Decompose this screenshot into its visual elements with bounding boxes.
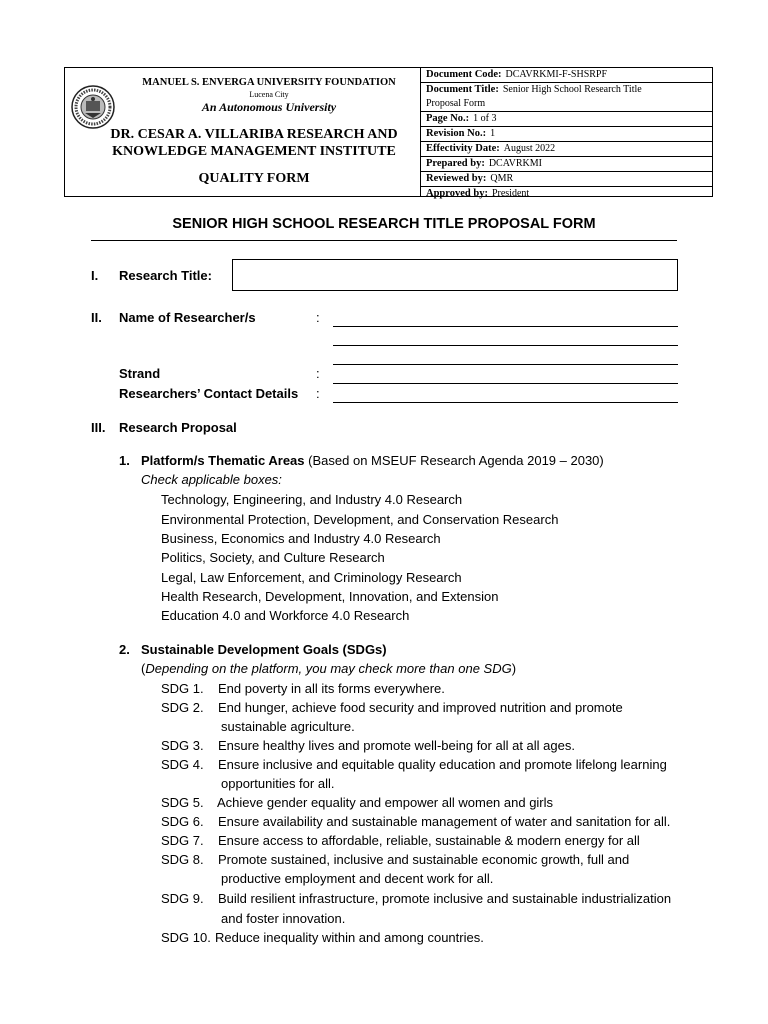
platform-option[interactable]: Environmental Protection, Development, and Conservation Research: [161, 512, 559, 527]
sdg-text: Ensure access to affordable, reliable, sustainable & modern energy for all: [218, 833, 640, 848]
meta-label: Approved by:: [426, 188, 488, 199]
meta-label: Document Title:: [426, 84, 499, 95]
institute-name: [95, 126, 413, 160]
meta-value: 1: [490, 128, 496, 139]
sdg-text-continuation: productive employment and decent work for all.: [221, 871, 494, 886]
meta-row: [420, 127, 712, 142]
meta-value: DCAVRKMI: [488, 158, 542, 169]
sdg-item[interactable]: [161, 852, 630, 867]
sdg-text: Ensure inclusive and equitable quality education and promote lifelong learning: [218, 757, 667, 772]
meta-label: Prepared by:: [426, 158, 485, 169]
title-divider: [91, 240, 677, 241]
form-title: SENIOR HIGH SCHOOL RESEARCH TITLE PROPOSAL FORM: [172, 216, 596, 232]
document-header: [64, 67, 713, 197]
sdg-item[interactable]: [161, 795, 554, 810]
sdg-code: SDG 8.: [161, 852, 204, 867]
meta-value: Senior High School Research Title: [502, 84, 642, 95]
sdg-item[interactable]: [161, 681, 445, 696]
meta-label: Page No.:: [426, 113, 470, 124]
institute-name-line-2: KNOWLEDGE MANAGEMENT INSTITUTE: [112, 144, 396, 159]
researcher-name-line-1[interactable]: [333, 326, 678, 327]
thematic-areas-label: Platform/s Thematic Areas: [141, 453, 305, 468]
sdg-text: Promote sustained, inclusive and sustainable economic growth, full and: [218, 852, 630, 867]
meta-value: QMR: [490, 173, 514, 184]
platform-option[interactable]: Legal, Law Enforcement, and Criminology Research: [161, 570, 462, 585]
platform-option[interactable]: Education 4.0 and Workforce 4.0 Research: [161, 608, 410, 623]
meta-value: 1 of 3: [473, 113, 497, 124]
meta-row: [420, 157, 712, 172]
section-3-number: III.: [91, 420, 106, 435]
meta-label: Reviewed by:: [426, 173, 487, 184]
document-metadata-table: [420, 68, 712, 201]
research-title-input[interactable]: [232, 259, 678, 291]
researcher-name-line-3[interactable]: [333, 364, 678, 365]
thematic-areas-note: (Based on MSEUF Research Agenda 2019 – 2030): [308, 453, 604, 468]
colon: :: [316, 310, 320, 325]
sdg-text-continuation: opportunities for all.: [221, 776, 335, 791]
researcher-name-line-2[interactable]: [333, 345, 678, 346]
institution-block: [65, 68, 421, 196]
meta-row: [420, 142, 712, 157]
item-1-number: 1.: [119, 453, 130, 468]
section-2-number: II.: [91, 310, 102, 325]
meta-label: Document Code:: [426, 69, 502, 80]
sdg-item[interactable]: [161, 814, 671, 829]
section-1-number: I.: [91, 268, 99, 283]
sdg-text: Reduce inequality within and among countries.: [215, 930, 484, 945]
institute-name-line-1: DR. CESAR A. VILLARIBA RESEARCH AND: [110, 127, 398, 142]
sdg-text: Build resilient infrastructure, promote inclusive and sustainable industrialization: [218, 891, 672, 906]
sdg-text: End hunger, achieve food security and improved nutrition and promote: [218, 700, 623, 715]
meta-value: President: [491, 188, 530, 199]
sdg-item[interactable]: [161, 757, 667, 772]
meta-value: Proposal Form: [426, 98, 486, 109]
meta-row: [420, 97, 712, 112]
meta-row: [420, 112, 712, 127]
item-2-number: 2.: [119, 642, 130, 657]
sdg-item[interactable]: [161, 891, 672, 906]
meta-value: August 2022: [503, 143, 556, 154]
strand-input-line[interactable]: [333, 383, 678, 384]
sdg-text: End poverty in all its forms everywhere.: [218, 681, 445, 696]
sdg-item[interactable]: [161, 833, 640, 848]
sdg-note-text: Depending on the platform, you may check more than one SDG: [145, 661, 512, 676]
sdg-text: Ensure availability and sustainable management of water and sanitation for all.: [218, 814, 671, 829]
meta-label: Effectivity Date:: [426, 143, 500, 154]
sdg-text: Ensure healthy lives and promote well-being for all at all ages.: [218, 738, 575, 753]
sdg-heading: Sustainable Development Goals (SDGs): [141, 642, 387, 657]
colon: :: [316, 386, 320, 401]
meta-value: DCAVRKMI-F-SHSRPF: [505, 69, 608, 80]
strand-label: Strand: [119, 366, 161, 381]
sdg-code: SDG 4.: [161, 757, 204, 772]
sdg-code: SDG 10.: [161, 930, 211, 945]
sdg-code: SDG 2.: [161, 700, 204, 715]
platform-option[interactable]: Politics, Society, and Culture Research: [161, 550, 385, 565]
university-city: Lucena City: [249, 90, 289, 99]
contact-details-input-line[interactable]: [333, 402, 678, 403]
sdg-text-continuation: and foster innovation.: [221, 911, 346, 926]
platform-option[interactable]: Health Research, Development, Innovation, and Extension: [161, 589, 499, 604]
sdg-code: SDG 6.: [161, 814, 204, 829]
meta-row: [420, 83, 712, 98]
meta-row: [420, 172, 712, 187]
sdg-note: [141, 661, 516, 676]
paren-open: (: [141, 661, 146, 676]
meta-label: Revision No.:: [426, 128, 487, 139]
research-title-label: Research Title:: [119, 268, 212, 283]
sdg-code: SDG 9.: [161, 891, 204, 906]
form-type-label: QUALITY FORM: [198, 171, 310, 186]
sdg-item[interactable]: [161, 738, 575, 753]
sdg-item[interactable]: [161, 700, 623, 715]
platform-option[interactable]: Business, Economics and Industry 4.0 Research: [161, 531, 441, 546]
meta-row: [420, 187, 712, 202]
contact-details-label: Researchers’ Contact Details: [119, 386, 299, 401]
researcher-names-label: Name of Researcher/s: [119, 310, 256, 325]
paren-close: ): [511, 661, 517, 676]
meta-row: [420, 68, 712, 83]
sdg-code: SDG 3.: [161, 738, 204, 753]
university-name: MANUEL S. ENVERGA UNIVERSITY FOUNDATION: [142, 77, 396, 88]
sdg-code: SDG 1.: [161, 681, 204, 696]
sdg-text-continuation: sustainable agriculture.: [221, 719, 355, 734]
sdg-text: Achieve gender equality and empower all women and girls: [217, 795, 554, 810]
research-proposal-label: Research Proposal: [119, 420, 237, 435]
thematic-areas-heading: [141, 453, 604, 468]
sdg-code: SDG 5.: [161, 795, 204, 810]
university-tagline: An Autonomous University: [201, 100, 337, 114]
sdg-item[interactable]: [161, 930, 484, 945]
platform-option[interactable]: Technology, Engineering, and Industry 4.0 Research: [161, 492, 463, 507]
sdg-code: SDG 7.: [161, 833, 204, 848]
check-instruction: Check applicable boxes:: [141, 472, 282, 487]
university-seal-icon: [71, 85, 115, 129]
colon: :: [316, 366, 320, 381]
